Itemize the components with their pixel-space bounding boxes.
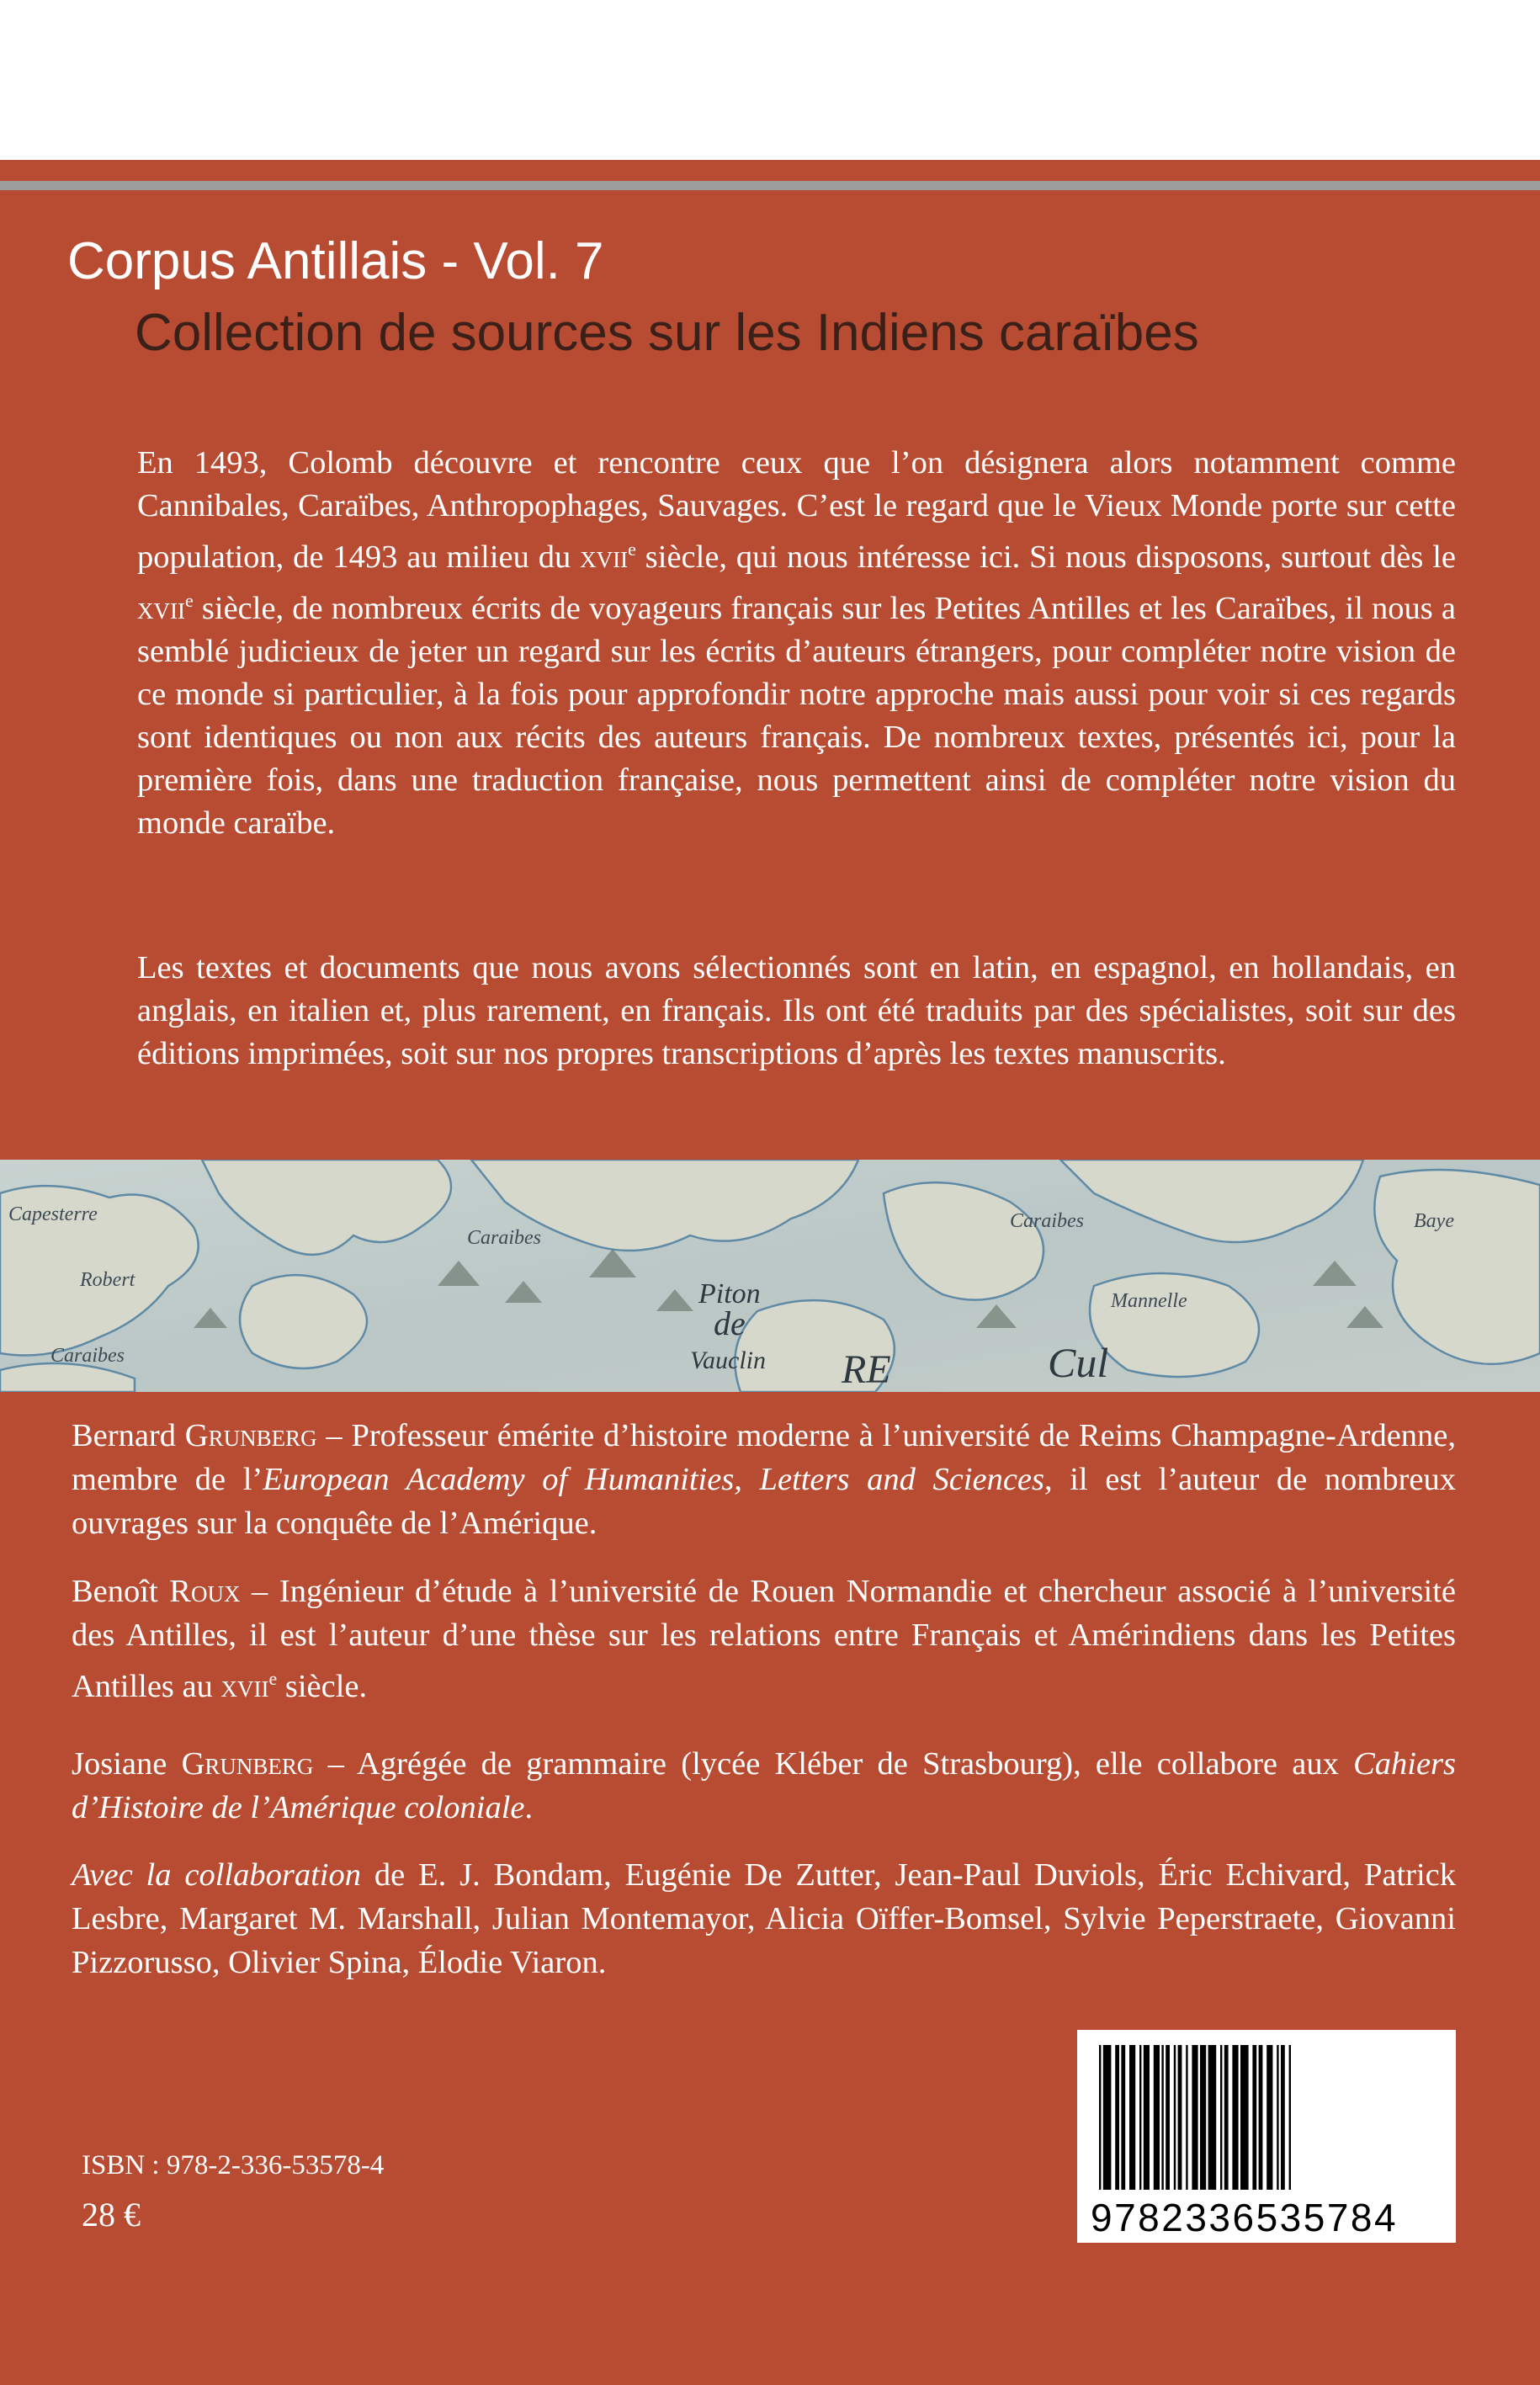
svg-text:Caraibes: Caraibes: [50, 1345, 125, 1367]
barcode: [1077, 2030, 1456, 2243]
author-bio-benoit: Benoît Roux – Ingénieur d’étude à l’université de Rouen Normandie et chercheur associé à l’université des Antilles, il est l’auteur d’une thèse sur les relations entre Français et Amérindiens dans les Petites Antilles au xvii$^e$ siècle.: [72, 1574, 1456, 1704]
barcode-bar: [1192, 2045, 1197, 2190]
barcode-bar: [1232, 2045, 1238, 2190]
barcode-bar: [1200, 2045, 1206, 2190]
intro-paragraph-2: Les textes et documents que nous avons sélectionnés sont en latin, en espagnol, en hollandais, en anglais, en italien et, plus rarement, en français. Ils ont été traduits par des spécialistes, soit sur des éditions imprimées, soit sur nos propres transcriptions d’après les textes manuscrits.: [137, 950, 1456, 1071]
barcode-bar: [1178, 2045, 1182, 2190]
svg-text:Capesterre: Capesterre: [8, 1203, 98, 1225]
barcode-bar: [1166, 2045, 1170, 2190]
barcode-bar: [1099, 2045, 1101, 2190]
barcode-bar: [1289, 2045, 1291, 2190]
barcode-bar: [1252, 2045, 1256, 2190]
barcode-bar: [1277, 2045, 1278, 2190]
svg-text:RE: RE: [842, 1347, 891, 1392]
barcode-bar: [1220, 2045, 1222, 2190]
collaborators: Avec la collaboration de E. J. Bondam, Eugénie De Zutter, Jean-Paul Duviols, Éric Echivard, Patrick Lesbre, Margaret M. Marshall, Julian Montemayor, Alicia Oïffer-Bomsel, Sylvie Peperstraete, Giovanni Pizzorusso, Olivier Spina, Élodie Viaron.: [72, 1857, 1457, 1980]
historical-map-strip: [0, 1160, 1540, 1392]
svg-text:Caraibes: Caraibes: [1010, 1210, 1085, 1232]
top-rule: [0, 181, 1540, 190]
barcode-bar: [1174, 2045, 1176, 2190]
barcode-bar: [1154, 2045, 1160, 2190]
barcode-bars: [1077, 2030, 1456, 2198]
isbn: ISBN : 978-2-336-53578-4: [82, 2150, 385, 2180]
svg-text:Robert: Robert: [80, 1269, 135, 1291]
barcode-bar: [1161, 2045, 1163, 2190]
svg-text:Cul: Cul: [1048, 1339, 1109, 1386]
barcode-bar: [1281, 2045, 1285, 2190]
barcode-bar: [1129, 2045, 1135, 2190]
barcode-bar: [1103, 2045, 1112, 2190]
barcode-bar: [1144, 2045, 1150, 2190]
intro-paragraph-1: En 1493, Colomb découvre et rencontre ceux que l’on désignera alors notamment comme Cannibales, Caraïbes, Anthropophages, Sauvages. C’est le regard que le Vieux Monde porte sur cette population, de 1493 au milieu du xvii$^e$ siècle, qui nous intéresse ici. Si nous disposons, surtout dès le xvii$^e$ siècle, de nombreux écrits de voyageurs français sur les Petites Antilles et les Caraïbes, il nous a semblé judicieux de jeter un regard sur les écrits d’auteurs étrangers, pour compléter notre vision de ce monde si particulier, à la fois pour approfondir notre approche mais aussi pour voir si ces regards sont identiques ou non aux récits des auteurs français. De nombreux textes, présentés ici, pour la première fois, dans une traduction française, nous permettent ainsi de compléter notre vision du monde caraïbe.: [137, 445, 1456, 841]
series-title: Corpus Antillais - Vol. 7: [67, 232, 604, 290]
author-bio-josiane: Josiane Grunberg – Agrégée de grammaire (lycée Kléber de Strasbourg), elle collabore aux Cahiers d’Histoire de l’Amérique coloniale.: [72, 1746, 1457, 1825]
barcode-bar: [1115, 2045, 1119, 2190]
svg-text:Caraibes: Caraibes: [467, 1227, 542, 1249]
book-subtitle: Collection de sources sur les Indiens caraïbes: [135, 304, 1199, 362]
barcode-bar: [1121, 2045, 1125, 2190]
price: 28 €: [82, 2196, 141, 2234]
barcode-bar: [1259, 2045, 1263, 2190]
author-bio-bernard: Bernard Grunberg – Professeur émérite d’histoire moderne à l’université de Reims Champagne-Ardenne, membre de l’European Academy of Humanities, Letters and Sciences, il est l’auteur de nombreux ouvrages sur la conquête de l’Amérique.: [72, 1418, 1457, 1541]
svg-text:Vauclin: Vauclin: [690, 1347, 766, 1374]
barcode-bar: [1267, 2045, 1272, 2190]
barcode-bar: [1208, 2045, 1217, 2190]
barcode-bar: [1224, 2045, 1229, 2190]
barcode-bar: [1186, 2045, 1187, 2190]
svg-text:Mannelle: Mannelle: [1111, 1290, 1187, 1312]
svg-text:Piton: Piton: [698, 1278, 761, 1309]
svg-text:Baye: Baye: [1414, 1210, 1454, 1232]
barcode-bar: [1240, 2045, 1249, 2190]
svg-text:de: de: [714, 1304, 746, 1342]
barcode-digits: 9782336535784: [1091, 2196, 1399, 2239]
barcode-bar: [1139, 2045, 1141, 2190]
